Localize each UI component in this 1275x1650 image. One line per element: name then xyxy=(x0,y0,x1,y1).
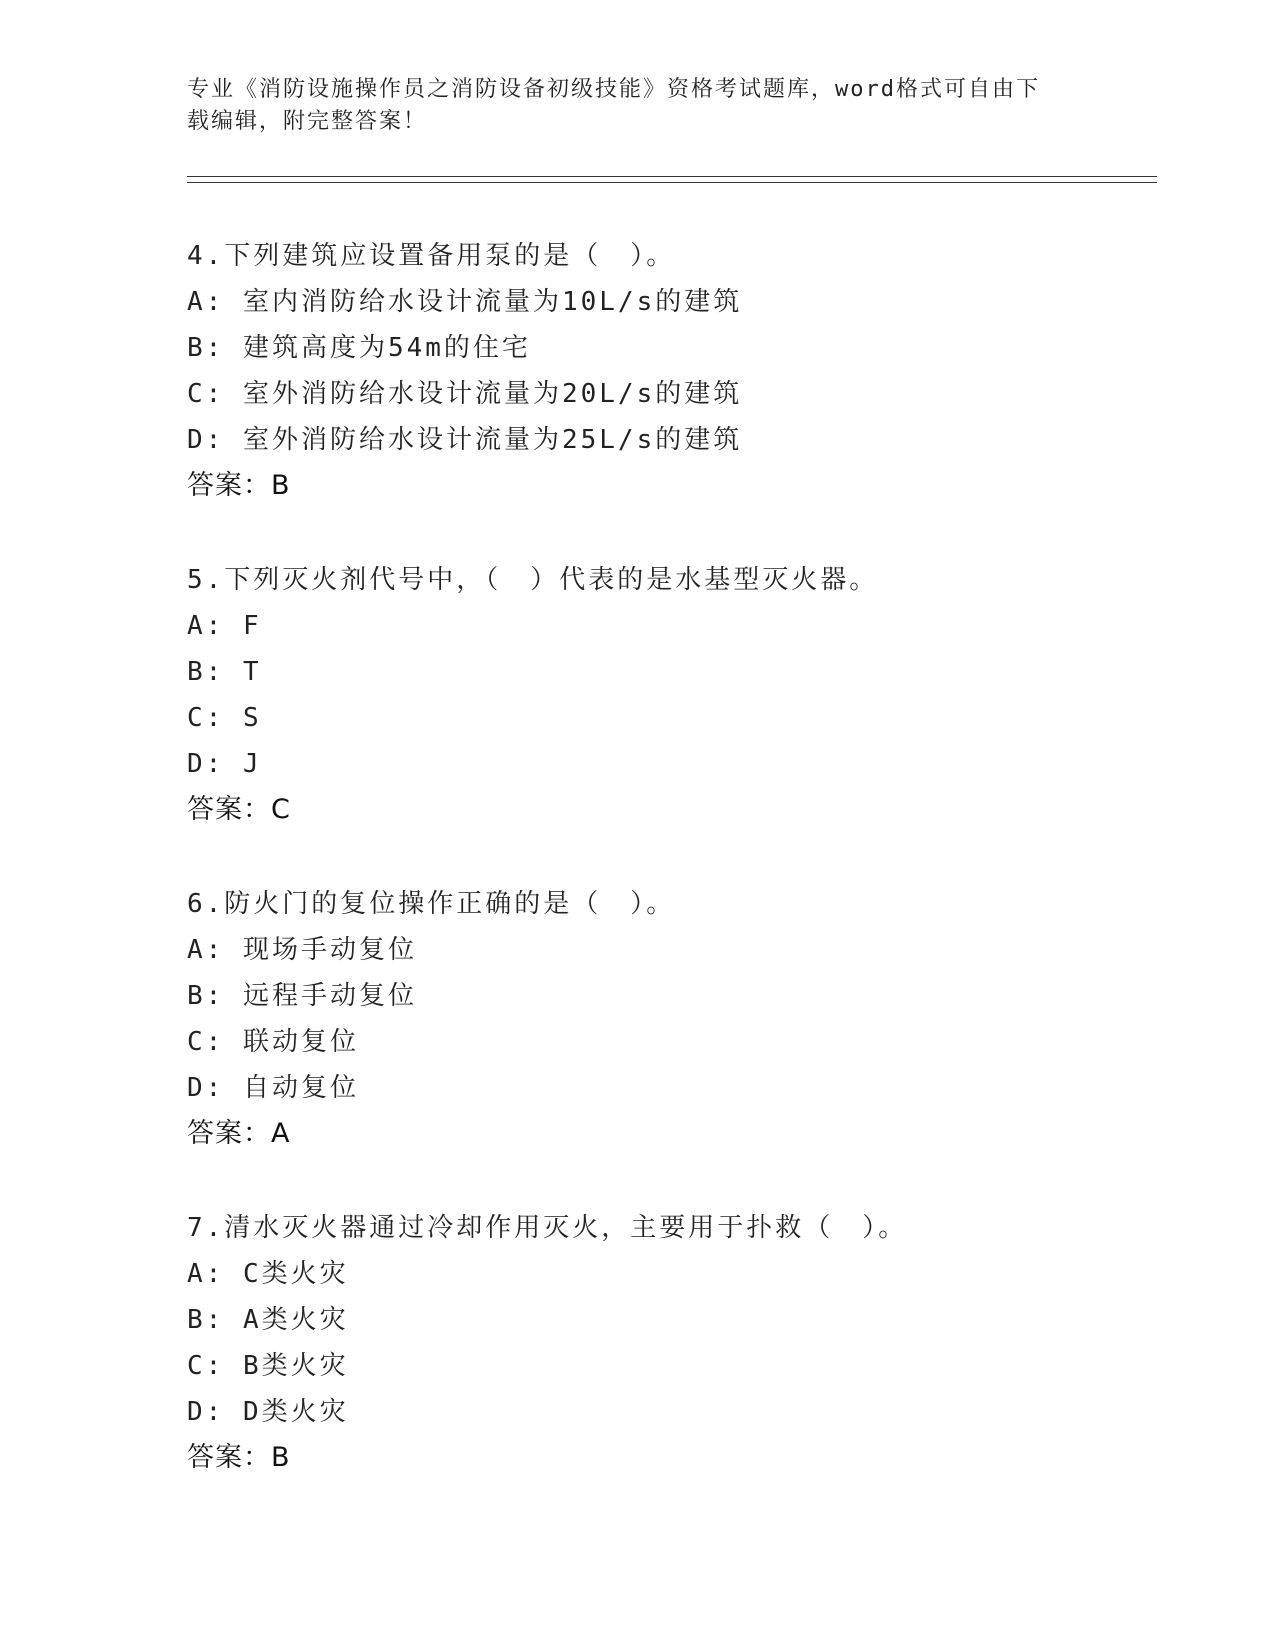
option-c: C: B类火灾 xyxy=(187,1351,349,1381)
option-a: A: 现场手动复位 xyxy=(187,935,417,965)
option-c: C: 联动复位 xyxy=(187,1027,359,1057)
option-b: B: 建筑高度为54m的住宅 xyxy=(187,333,531,363)
option-b: B: 远程手动复位 xyxy=(187,981,417,1011)
question-stem: 6.防火门的复位操作正确的是（ ）。 xyxy=(187,889,676,919)
option-a: A: F xyxy=(187,611,262,641)
question-stem: 5.下列灭火剂代号中，（ ）代表的是水基型灭火器。 xyxy=(187,565,879,595)
question-7 xyxy=(187,1208,1187,1484)
question-stem: 4.下列建筑应设置备用泵的是（ ）。 xyxy=(187,241,676,271)
question-5 xyxy=(187,560,1187,836)
document-header xyxy=(187,74,1067,138)
answer-label: 答案：B xyxy=(187,1442,291,1473)
header-line-1: 专业《消防设施操作员之消防设备初级技能》资格考试题库，word格式可自由下 xyxy=(187,77,1040,102)
answer-label: 答案：B xyxy=(187,470,291,501)
question-stem: 7.清水灭火器通过冷却作用灭火，主要用于扑救（ ）。 xyxy=(187,1213,908,1243)
header-divider-bottom xyxy=(187,182,1157,183)
option-d: D: J xyxy=(187,749,262,779)
option-c: C: 室外消防给水设计流量为20L/s的建筑 xyxy=(187,379,743,409)
option-d: D: D类火灾 xyxy=(187,1397,349,1427)
answer-label: 答案：A xyxy=(187,1118,291,1149)
option-a: A: C类火灾 xyxy=(187,1259,349,1289)
option-b: B: A类火灾 xyxy=(187,1305,349,1335)
option-a: A: 室内消防给水设计流量为10L/s的建筑 xyxy=(187,287,743,317)
option-d: D: 自动复位 xyxy=(187,1073,359,1103)
question-list xyxy=(187,236,1187,1532)
question-4 xyxy=(187,236,1187,512)
answer-label: 答案：C xyxy=(187,794,291,825)
option-d: D: 室外消防给水设计流量为25L/s的建筑 xyxy=(187,425,743,455)
header-line-2: 载编辑，附完整答案！ xyxy=(187,109,428,134)
option-b: B: T xyxy=(187,657,262,687)
question-6 xyxy=(187,884,1187,1160)
option-c: C: S xyxy=(187,703,262,733)
header-divider-top xyxy=(187,176,1157,177)
